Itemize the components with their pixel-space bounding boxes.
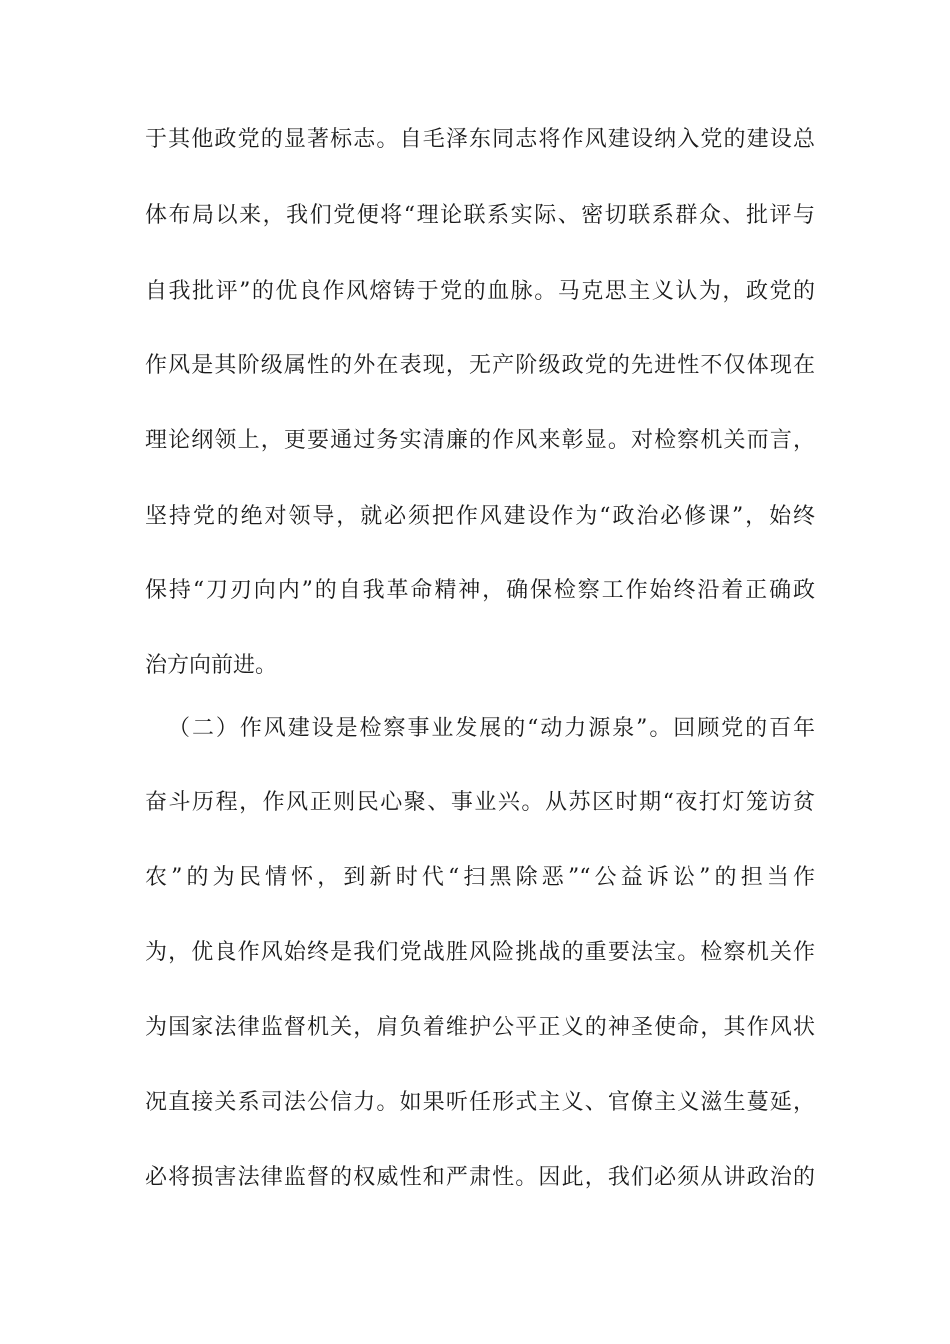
text-line: 体布局以来，我们党便将“理论联系实际、密切联系群众、批评与 xyxy=(145,203,815,228)
text-line: 为，优良作风始终是我们党战胜风险挑战的重要法宝。检察机关作 xyxy=(145,940,815,965)
text-line: 理论纲领上，更要通过务实清廉的作风来彰显。对检察机关而言， xyxy=(145,428,815,453)
text-line: 自我批评”的优良作风熔铸于党的血脉。马克思主义认为，政党的 xyxy=(145,279,815,304)
text-line: 况直接关系司法公信力。如果听任形式主义、官僚主义滋生蔓延， xyxy=(145,1090,815,1115)
section-heading-line: （二）作风建设是检察事业发展的“动力源泉”。回顾党的百年 xyxy=(168,716,815,741)
text-line: 为国家法律监督机关，肩负着维护公平正义的神圣使命，其作风状 xyxy=(145,1015,815,1040)
text-line: 坚持党的绝对领导，就必须把作风建设作为“政治必修课”，始终 xyxy=(145,504,815,529)
text-line: 作风是其阶级属性的外在表现，无产阶级政党的先进性不仅体现在 xyxy=(145,353,815,378)
text-line: 农”的为民情怀，到新时代“扫黑除恶”“公益诉讼”的担当作 xyxy=(145,865,815,890)
text-line: 于其他政党的显著标志。自毛泽东同志将作风建设纳入党的建设总 xyxy=(145,127,815,152)
text-line: 治方向前进。 xyxy=(145,653,278,678)
text-line: 保持“刀刃向内”的自我革命精神，确保检察工作始终沿着正确政 xyxy=(145,578,815,603)
text-line: 必将损害法律监督的权威性和严肃性。因此，我们必须从讲政治的 xyxy=(145,1165,815,1190)
text-line: 奋斗历程，作风正则民心聚、事业兴。从苏区时期“夜打灯笼访贫 xyxy=(145,790,815,815)
